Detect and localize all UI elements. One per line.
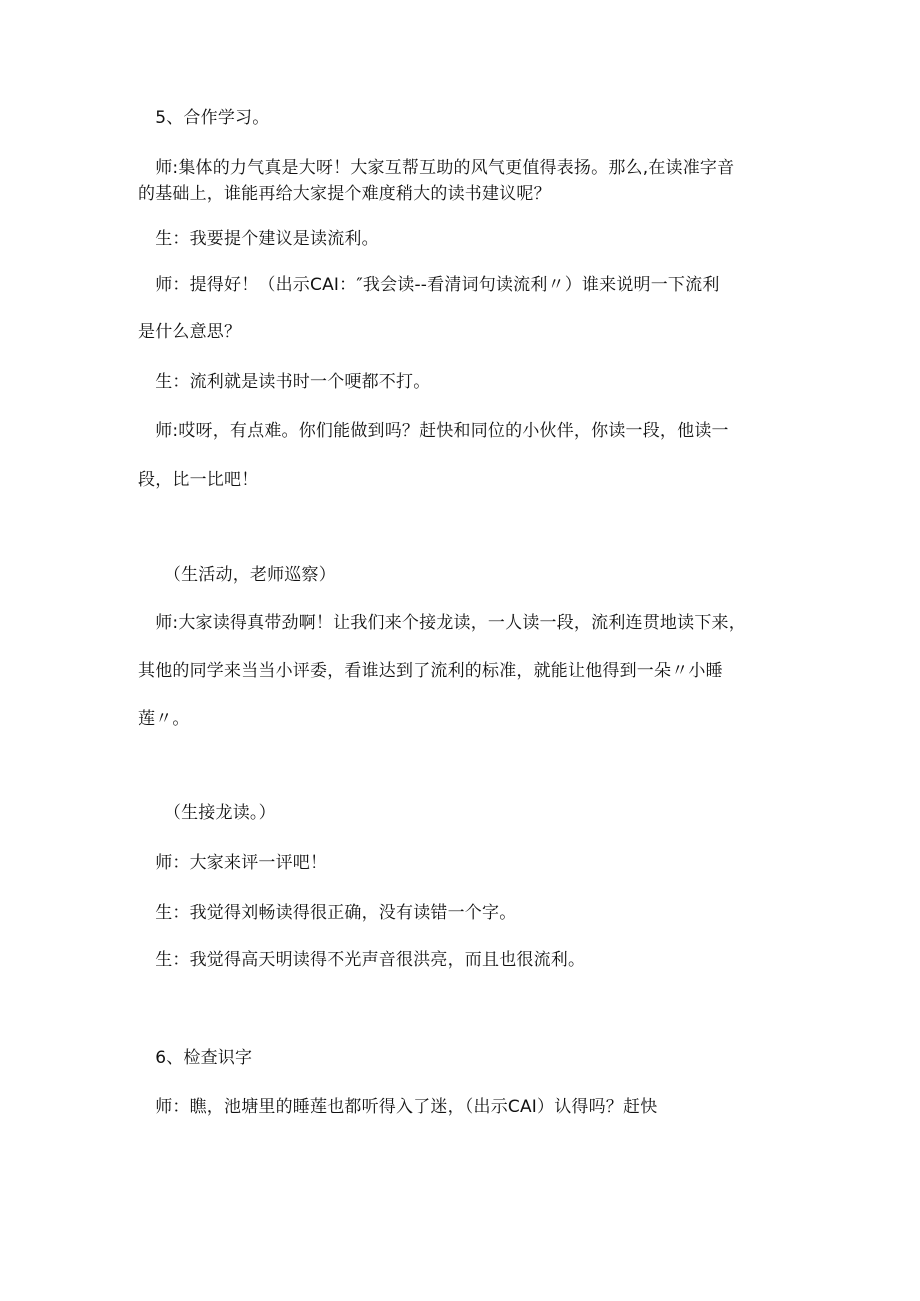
paragraph-line: 生：流利就是读书时一个哽都不打。 [138,372,431,392]
paragraph-line: 莲〃。 [138,709,190,729]
paragraph-line: 其他的同学来当当小评委，看谁达到了流利的标准，就能让他得到一朵〃小睡 [138,661,723,681]
paragraph-line: 师：大家来评一评吧！ [138,853,328,873]
paragraph-line: 师：提得好！（出示CAI：″我会读--看清词句读流利〃）谁来说明一下流利 [138,275,720,295]
paragraph-line: 师：瞧，池塘里的睡莲也都听得入了迷，（出示CAI）认得吗？赶快 [138,1097,658,1117]
section-heading-5: 5、合作学习。 [138,108,270,128]
paragraph-line: 师:大家读得真带劲啊！让我们来个接龙读，一人读一段，流利连贯地读下来， [138,613,746,633]
paragraph-line: 师:哎呀，有点难。你们能做到吗？赶快和同位的小伙伴，你读一段，他读一 [138,421,729,441]
paragraph-line: 生：我要提个建议是读流利。 [138,229,379,249]
paragraph-line: 师:集体的力气真是大呀！大家互帮互助的风气更值得表扬。那么,在读准字音 [138,158,735,178]
paragraph-line: 生：我觉得刘畅读得很正确，没有读错一个字。 [138,903,517,923]
stage-direction: （生接龙读。） [138,803,276,823]
stage-direction: （生活动，老师巡察） [138,565,336,585]
paragraph-line: 段，比一比吧！ [138,470,259,490]
paragraph-line: 生：我觉得高天明读得不光声音很洪亮，而且也很流利。 [138,950,586,970]
paragraph-line: 是什么意思？ [138,322,242,342]
section-heading-6: 6、检查识字 [138,1048,253,1068]
paragraph-line: 的基础上，谁能再给大家提个难度稍大的读书建议呢？ [138,184,551,204]
